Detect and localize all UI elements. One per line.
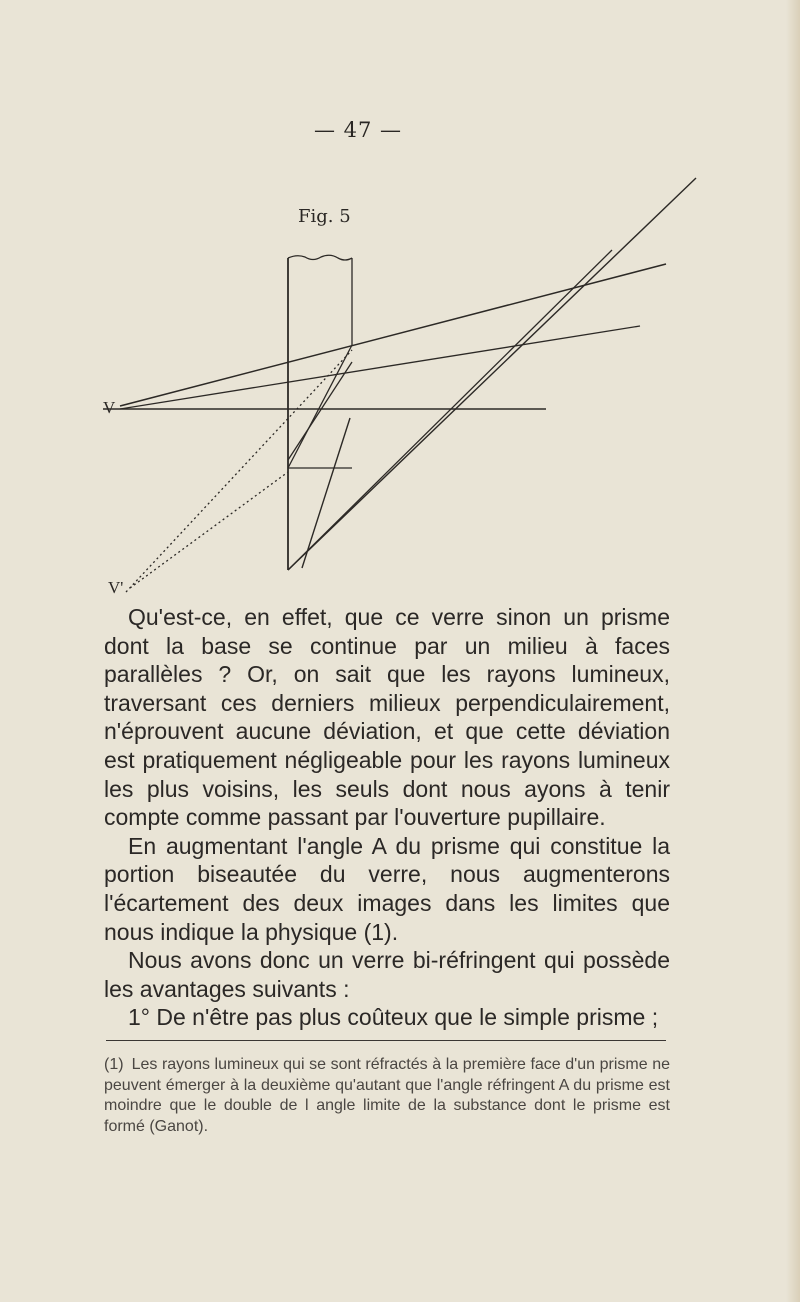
paragraph-1: Qu'est-ce, en effet, que ce verre sinon un prisme dont la base se continue par un milieu à faces parallèles ? Or, on sait que les rayons lumineux, traversant ces derniers milieux perpendiculairement, n'éprouvent aucune déviation, et que cette déviation est pratiquement négligeable pour les rayons lumineux les plus voisins, les seuls dont nous ayons à tenir compte comme passant par l'ouverture pupillaire. (104, 604, 670, 831)
paragraph-2: En augmentant l'angle A du prisme qui constitue la portion biseautée du verre, nous augmenterons l'écartement des deux images dans les limites que nous indique la physique (1). (104, 832, 670, 945)
page-number: — 47 — (313, 118, 403, 142)
prism-bevel (288, 345, 352, 468)
footnote-text: Les rayons lumineux qui se sont réfractés à la première face d'un prisme ne peuvent émerger à la deuxième qu'autant que l'angle réfringent A du prisme est moindre que le double de l angle limite de la substance dont le prisme est formé (Ganot). (104, 1056, 670, 1135)
ray-emergent (302, 418, 350, 568)
paragraph-4: 1° De n'être pas plus coûteux que le simple prisme ; (128, 1004, 659, 1031)
glass-top-edge (288, 255, 352, 260)
body-text (104, 603, 670, 1032)
footnote-separator (106, 1040, 666, 1041)
figure-5 (0, 0, 800, 620)
virtual-ray-v-prime-b (130, 472, 288, 588)
ray-long-a (288, 178, 696, 570)
label-v-prime: V' (108, 578, 124, 597)
ray-long-b (288, 250, 612, 570)
virtual-ray-v-prime (126, 350, 352, 592)
figure-5-diagram (0, 0, 800, 620)
footnote (104, 1055, 670, 1137)
paragraph-3: Nous avons donc un verre bi-réfringent qui possède les avantages suivants : (104, 947, 670, 1002)
footnote-label: (1) (104, 1056, 124, 1073)
label-v: V (103, 398, 116, 417)
figure-caption: Fig. 5 (298, 206, 351, 227)
